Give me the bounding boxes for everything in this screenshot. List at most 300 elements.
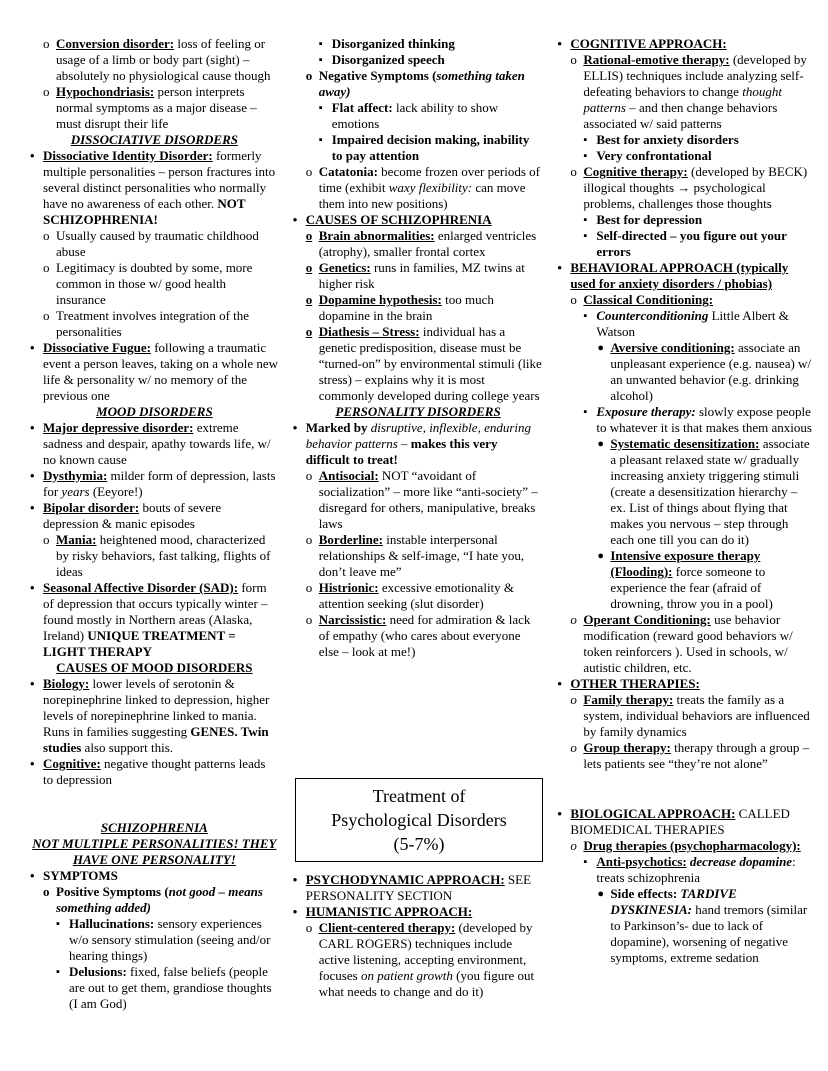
column-2 [293,36,544,1012]
bullet-marker: o [43,884,50,899]
text-run: SEE PERSONALITY SECTION [305,872,532,903]
treatment-box-title [295,778,544,862]
bullet-marker: o [43,308,50,323]
list-item [570,52,812,132]
list-item [557,36,812,52]
list-item [306,164,544,212]
text-run: SCHIZOPHRENIA [100,820,208,835]
list-item [30,756,279,788]
bullet-marker: o [305,260,313,275]
list-item-text [610,436,812,548]
bullet-marker: • [30,340,35,355]
bullet-marker: ▪ [583,214,588,226]
list-item [557,806,812,838]
list-item-text [332,132,544,164]
list-item-text [570,36,812,52]
bullet-marker: o [43,228,50,243]
text-run: (developed by BECK) illogical thoughts → psychological problems, challenges those thoughts [583,164,808,211]
text-run: Exposure therapy: [596,404,696,419]
bullet-marker: o [305,324,313,339]
list-item-text [570,676,812,692]
text-run: CAUSES OF SCHIZOPHRENIA [305,212,492,227]
text-run: something taken away) [318,68,525,99]
text-run: Dissociative Fugue: [43,340,151,355]
section-heading [30,132,279,148]
list-item [306,68,544,100]
list-item [30,500,279,532]
list-item-text [69,964,279,1012]
text-run: thought patterns [583,84,782,115]
list-item [293,904,544,920]
list-item-text [583,692,812,740]
text-run: become frozen over periods of time (exhibit [318,164,540,195]
list-item [570,692,812,740]
text-run: hand tremors (similar to Parkinson’s- due to lack of dopamine), worsening of negative symptoms, extreme sedation [610,902,808,965]
bullet-marker: o [305,228,313,243]
list-item [583,308,812,340]
column-3 [557,36,812,1012]
bullet-marker: o [43,36,50,51]
list-item [306,228,544,260]
list-item-text [319,68,544,100]
bullet-marker: o [570,740,577,755]
section-heading [293,404,544,420]
bullet-marker: • [30,468,35,483]
text-run: NOT SCHIZOPHRENIA! [43,196,246,227]
list-item-text [43,340,279,404]
text-run: on patient growth [360,968,453,983]
text-run: Mania: [56,532,97,547]
list-item [319,52,544,68]
list-item [306,292,544,324]
list-item-text [596,132,812,148]
list-item [597,340,812,404]
list-item [293,872,544,904]
list-item-text [319,228,544,260]
list-item [43,36,279,84]
text-run: Drug therapies (psychopharmacology): [583,838,801,853]
list-item [43,260,279,308]
text-run: Brain abnormalities: [318,228,435,243]
text-run: loss of feeling or usage of a limb or body part (sight) – absolutely no physiological cause though [56,36,271,83]
list-item-text [583,52,812,132]
text-run: Narcissistic: [318,612,387,627]
list-item [570,292,812,308]
text-run: MOOD DISORDERS [96,404,213,419]
list-item-text [43,468,279,500]
text-run: UNIQUE TREATMENT = LIGHT THERAPY [43,628,236,659]
list-item-text [319,164,544,212]
text-run: Diathesis – Stress: [318,324,420,339]
text-run: decrease dopamine [689,854,793,869]
text-run: Biology: [43,676,90,691]
text-run: makes this very difficult to treat! [305,436,498,467]
list-item-text [306,212,544,228]
bullet-marker: o [305,920,313,935]
list-item [43,84,279,132]
list-item-text [596,854,812,886]
text-run: COGNITIVE APPROACH: [570,36,727,51]
text-run: Antisocial: [318,468,379,483]
bullet-marker: ▪ [318,54,323,66]
list-item [43,532,279,580]
list-item-text [56,36,279,84]
text-run: instable interpersonal relationships & self-image, “I hate you, don’t leave me” [318,532,525,579]
list-item-text [319,580,544,612]
text-run: (developed by ELLIS) techniques include analyzing self-defeating behaviors to change [583,52,807,99]
text-run: force someone to experience the fear (afraid of drowning, throw you in a pool) [610,564,773,611]
list-item [43,884,279,916]
text-run: negative thought patterns leads to depression [43,756,266,787]
list-item [570,838,812,854]
text-run: (developed by CARL ROGERS) techniques include active listening, accepting environment, focuses [318,920,533,983]
bullet-marker: • [30,500,35,515]
text-run: PSYCHODYNAMIC APPROACH: [305,872,505,887]
list-item-text [43,756,279,788]
bullet-marker: o [570,612,577,627]
list-item [43,228,279,260]
bullet-marker: o [570,164,577,179]
bullet-marker: • [30,868,35,883]
text-run: SYMPTOMS [43,868,118,883]
text-run: form of depression that occurs typically winter – found mostly in Northern areas (Alaska, Ireland) [43,580,268,643]
text-run: OTHER THERAPIES: [570,676,700,691]
bullet-marker: ▪ [583,230,588,242]
bullet-marker: o [305,468,313,483]
bullet-marker: ● [597,342,605,354]
text-run: lower levels of serotonin & norepinephrine linked to depression, higher levels of norepinephrine linked to mania. Runs in families suggesting [43,676,270,739]
list-item-text [332,52,544,68]
text-run: Dysthymia: [43,468,108,483]
bullet-marker: o [43,260,50,275]
text-run: fixed, false beliefs (people are out to get them, grandiose thoughts (I am God) [69,964,272,1011]
list-item-text [596,212,812,228]
list-item [583,132,812,148]
text-run: Very confrontational [596,148,712,163]
list-item-text [583,292,812,308]
bullet-marker: • [30,756,35,771]
text-run: Hallucinations: [69,916,155,931]
list-item [306,260,544,292]
list-item-text [610,340,812,404]
section-heading [30,660,279,676]
boxed-title-line: Treatment of [372,786,466,806]
text-run: Disorganized thinking [331,36,455,51]
text-run: Major depressive disorder: [43,420,194,435]
text-run: Self-directed – you figure out your errors [596,228,787,259]
text-run: therapy through a group – lets patients see “they’re not alone” [583,740,810,771]
list-item [319,132,544,164]
text-run: GENES. Twin studies [43,724,269,755]
text-run: slowly expose people to whatever it is that makes them anxious [596,404,812,435]
spacer [557,772,812,806]
list-item-text [596,404,812,436]
list-item-text [332,100,544,132]
list-item-text [43,868,279,884]
text-run: associate an unpleasant experience (e.g. nausea) w/ an unwanted behavior (e.g. drinking alcohol) [610,340,812,403]
spacer [293,660,544,778]
text-run: years [61,484,90,499]
text-run: treats the family as a system, individual behaviors are influenced by family dynamics [583,692,810,739]
bullet-marker: • [30,148,35,163]
list-item-text [319,532,544,580]
text-run: runs in families, MZ twins at higher risk [318,260,525,291]
boxed-title-line: (5-7%) [393,834,445,854]
text-run: not good – means something added) [56,884,263,915]
list-item [293,212,544,228]
text-run: Anti-psychotics: [596,854,687,869]
text-run: sensory experiences w/o sensory stimulation (seeing and/or hearing things) [69,916,271,963]
text-run: Counterconditioning [596,308,709,323]
section-heading [30,836,279,868]
list-item [557,676,812,692]
text-run: associate a pleasant relaxed state w/ gradually increasing anxiety triggering stimuli (create a desensitization hierarchy – ex. List of things about flying that makes you nervous – step through each one till you can do it) [610,436,810,547]
text-run: waxy flexibility: [388,180,473,195]
list-item [597,886,812,966]
text-run: Operant Conditioning: [583,612,711,627]
bullet-marker: • [292,212,298,227]
text-run: : treats schizophrenia [596,854,796,885]
list-item-text [56,532,279,580]
list-item-text [56,228,279,260]
list-item-text [43,580,279,660]
bullet-marker: o [305,164,313,179]
list-item-text [43,148,279,228]
list-item [306,920,544,1000]
text-run: DISSOCIATIVE DISORDERS [70,132,238,147]
text-run: Side effects: [610,886,681,901]
text-run: too much dopamine in the brain [318,292,494,323]
text-run: following a traumatic event a person leaves, taking on a whole new life & personality w/ no memory of the previous one [43,340,279,403]
bullet-marker: • [557,36,562,51]
bullet-marker: • [292,420,298,435]
text-run: Dissociative Identity Disorder: [43,148,213,163]
text-run: Family therapy: [583,692,674,707]
text-run: Flat affect: [331,100,393,115]
list-item [583,404,812,436]
list-item-text [306,872,544,904]
bullet-marker: ▪ [583,310,588,322]
list-item-text [610,886,812,966]
text-run: disruptive, inflexible, enduring behavior patterns [305,420,532,451]
text-run: Classical Conditioning: [583,292,714,307]
list-item [30,468,279,500]
list-item [597,548,812,612]
list-item [56,916,279,964]
list-item [570,612,812,676]
text-run: HUMANISTIC APPROACH: [305,904,473,919]
bullet-marker: ▪ [318,102,323,114]
text-run: Intensive exposure therapy (Flooding): [610,548,761,579]
bullet-marker: ▪ [318,38,323,50]
text-run: individual has a genetic predisposition, disease must be “turned-on” by environmental stimuli (like stress) – explains why it is most commonly developed during college years [318,324,542,403]
text-run: person interprets normal symptoms as a major disease – must disrupt their life [56,84,257,131]
bullet-marker: o [305,68,313,83]
text-run: Genetics: [318,260,371,275]
text-run: bouts of severe depression & manic episodes [43,500,222,531]
list-item [583,212,812,228]
section-heading [30,820,279,836]
bullet-marker: ● [597,550,605,562]
list-item-text [583,740,812,772]
bullet-marker: ▪ [583,134,588,146]
list-item-text [610,548,812,612]
text-run: Hypochondriasis: [56,84,155,99]
text-run: Legitimacy is doubted by some, more common in those w/ good health insurance [56,260,253,307]
list-item-text [319,612,544,660]
list-item [306,324,544,404]
bullet-marker: ▪ [56,966,60,978]
text-run: Marked by [305,420,371,435]
bullet-marker: o [305,580,313,595]
bullet-marker: ▪ [583,856,588,868]
bullet-marker: o [305,292,313,307]
text-run: Best for anxiety disorders [596,132,739,147]
list-item [570,164,812,212]
bullet-marker: ▪ [318,134,323,146]
text-run: Conversion disorder: [56,36,175,51]
text-run: lack ability to show emotions [331,100,499,131]
text-run: Seasonal Affective Disorder (SAD): [43,580,239,595]
list-item-text [319,920,544,1000]
text-run: need for admiration & lack of empathy (who cares about everyone else – look at me!) [318,612,531,659]
text-run: Group therapy: [583,740,671,755]
list-item-text [332,36,544,52]
list-item [293,420,544,468]
bullet-marker: o [43,84,50,99]
list-item-text [583,612,812,676]
text-run: excessive emotionality & attention seeking (slut disorder) [318,580,515,611]
text-run: CALLED BIOMEDICAL THERAPIES [570,806,790,837]
list-item-text [319,468,544,532]
bullet-marker: o [43,532,50,547]
list-item-text [69,916,279,964]
bullet-marker: ▪ [583,150,588,162]
text-run: Best for depression [596,212,703,227]
text-run: NOT MULTIPLE PERSONALITIES! THEY HAVE ONE PERSONALITY! [32,836,277,867]
bullet-marker: o [305,612,313,627]
list-item [319,100,544,132]
bullet-marker: ▪ [56,918,60,930]
text-run: PERSONALITY DISORDERS [335,404,501,419]
list-item [319,36,544,52]
list-item [43,308,279,340]
bullet-marker: o [305,532,313,547]
list-item-text [596,148,812,164]
list-item [306,468,544,532]
text-run: Histrionic: [318,580,379,595]
bullet-marker: ● [597,888,605,900]
list-item [30,580,279,660]
list-item [597,436,812,548]
text-run: Usually caused by traumatic childhood abuse [56,228,259,259]
text-run: CAUSES OF MOOD DISORDERS [56,660,253,675]
column-1 [30,36,279,1012]
text-run: Little Albert & Watson [596,308,789,339]
text-run: – [397,436,411,451]
bullet-marker: o [570,52,577,67]
bullet-marker: • [30,420,35,435]
text-run: TARDIVE DYSKINESIA: [610,886,737,917]
text-run: can move them into new positions) [318,180,526,211]
list-item-text [596,308,812,340]
bullet-marker: ● [597,438,605,450]
list-item [30,868,279,884]
list-item-text [583,164,812,212]
text-run: (you figure out what needs to change and do it) [318,968,535,999]
section-heading [30,404,279,420]
text-run: Systematic desensitization: [610,436,760,451]
text-run: heightened mood, characterized by risky behaviors, fast talking, flights of ideas [56,532,271,579]
list-item-text [319,324,544,404]
list-item [306,532,544,580]
bullet-marker: ▪ [583,406,588,418]
text-run: NOT “avoidant of socialization” – more like “anti-society” – disregard for others, manipulative, breaks laws [318,468,538,531]
text-run: Disorganized speech [331,52,445,67]
list-item [56,964,279,1012]
text-run: use behavior modification (reward good behaviors w/ token reinforcers ). Used in schools, w/ autistic children, etc. [583,612,793,675]
bullet-marker: • [557,676,562,691]
bullet-marker: o [570,292,577,307]
text-run: Cognitive: [43,756,101,771]
list-item [30,676,279,756]
list-item-text [596,228,812,260]
text-run: also support this. [81,740,174,755]
text-run: – and then change behaviors associated w/ said patterns [583,100,778,131]
bullet-marker: • [557,260,562,275]
list-item-text [306,420,544,468]
text-run: Impaired decision making, inability to pay attention [331,132,530,163]
list-item [557,260,812,292]
text-run: Negative Symptoms ( [318,68,437,83]
list-item [30,420,279,468]
bullet-marker: • [292,904,298,919]
list-item-text [56,260,279,308]
list-item [583,854,812,886]
text-run: formerly multiple personalities – person fractures into several distinct personalities who normally have no awareness of each other. [43,148,276,211]
list-item-text [56,884,279,916]
text-run: milder form of depression, lasts for [43,468,276,499]
text-run: Borderline: [318,532,383,547]
text-run: Catatonia: [318,164,378,179]
text-run: Client-centered therapy: [318,920,456,935]
bullet-marker: • [292,872,298,887]
text-run: Cognitive therapy: [583,164,688,179]
boxed-title-line: Psychological Disorders [331,810,507,830]
list-item-text [306,904,544,920]
text-run: Positive Symptoms ( [56,884,169,899]
list-item-text [56,84,279,132]
bullet-marker: • [30,676,35,691]
text-run: Delusions: [69,964,127,979]
text-run: (Eeyore!) [89,484,143,499]
list-item-text [319,292,544,324]
list-item [583,228,812,260]
text-run: Bipolar disorder: [43,500,140,515]
list-item-text [56,308,279,340]
text-run: BEHAVIORAL APPROACH (typically used for anxiety disorders / phobias) [570,260,789,291]
list-item-text [570,260,812,292]
bullet-marker: o [570,838,577,853]
text-run: Treatment involves integration of the personalities [56,308,250,339]
bullet-marker: o [570,692,577,707]
list-item-text [570,806,812,838]
spacer [30,788,279,820]
list-item-text [43,676,279,756]
list-item-text [43,500,279,532]
list-item-text [319,260,544,292]
bullet-marker: • [30,580,35,595]
